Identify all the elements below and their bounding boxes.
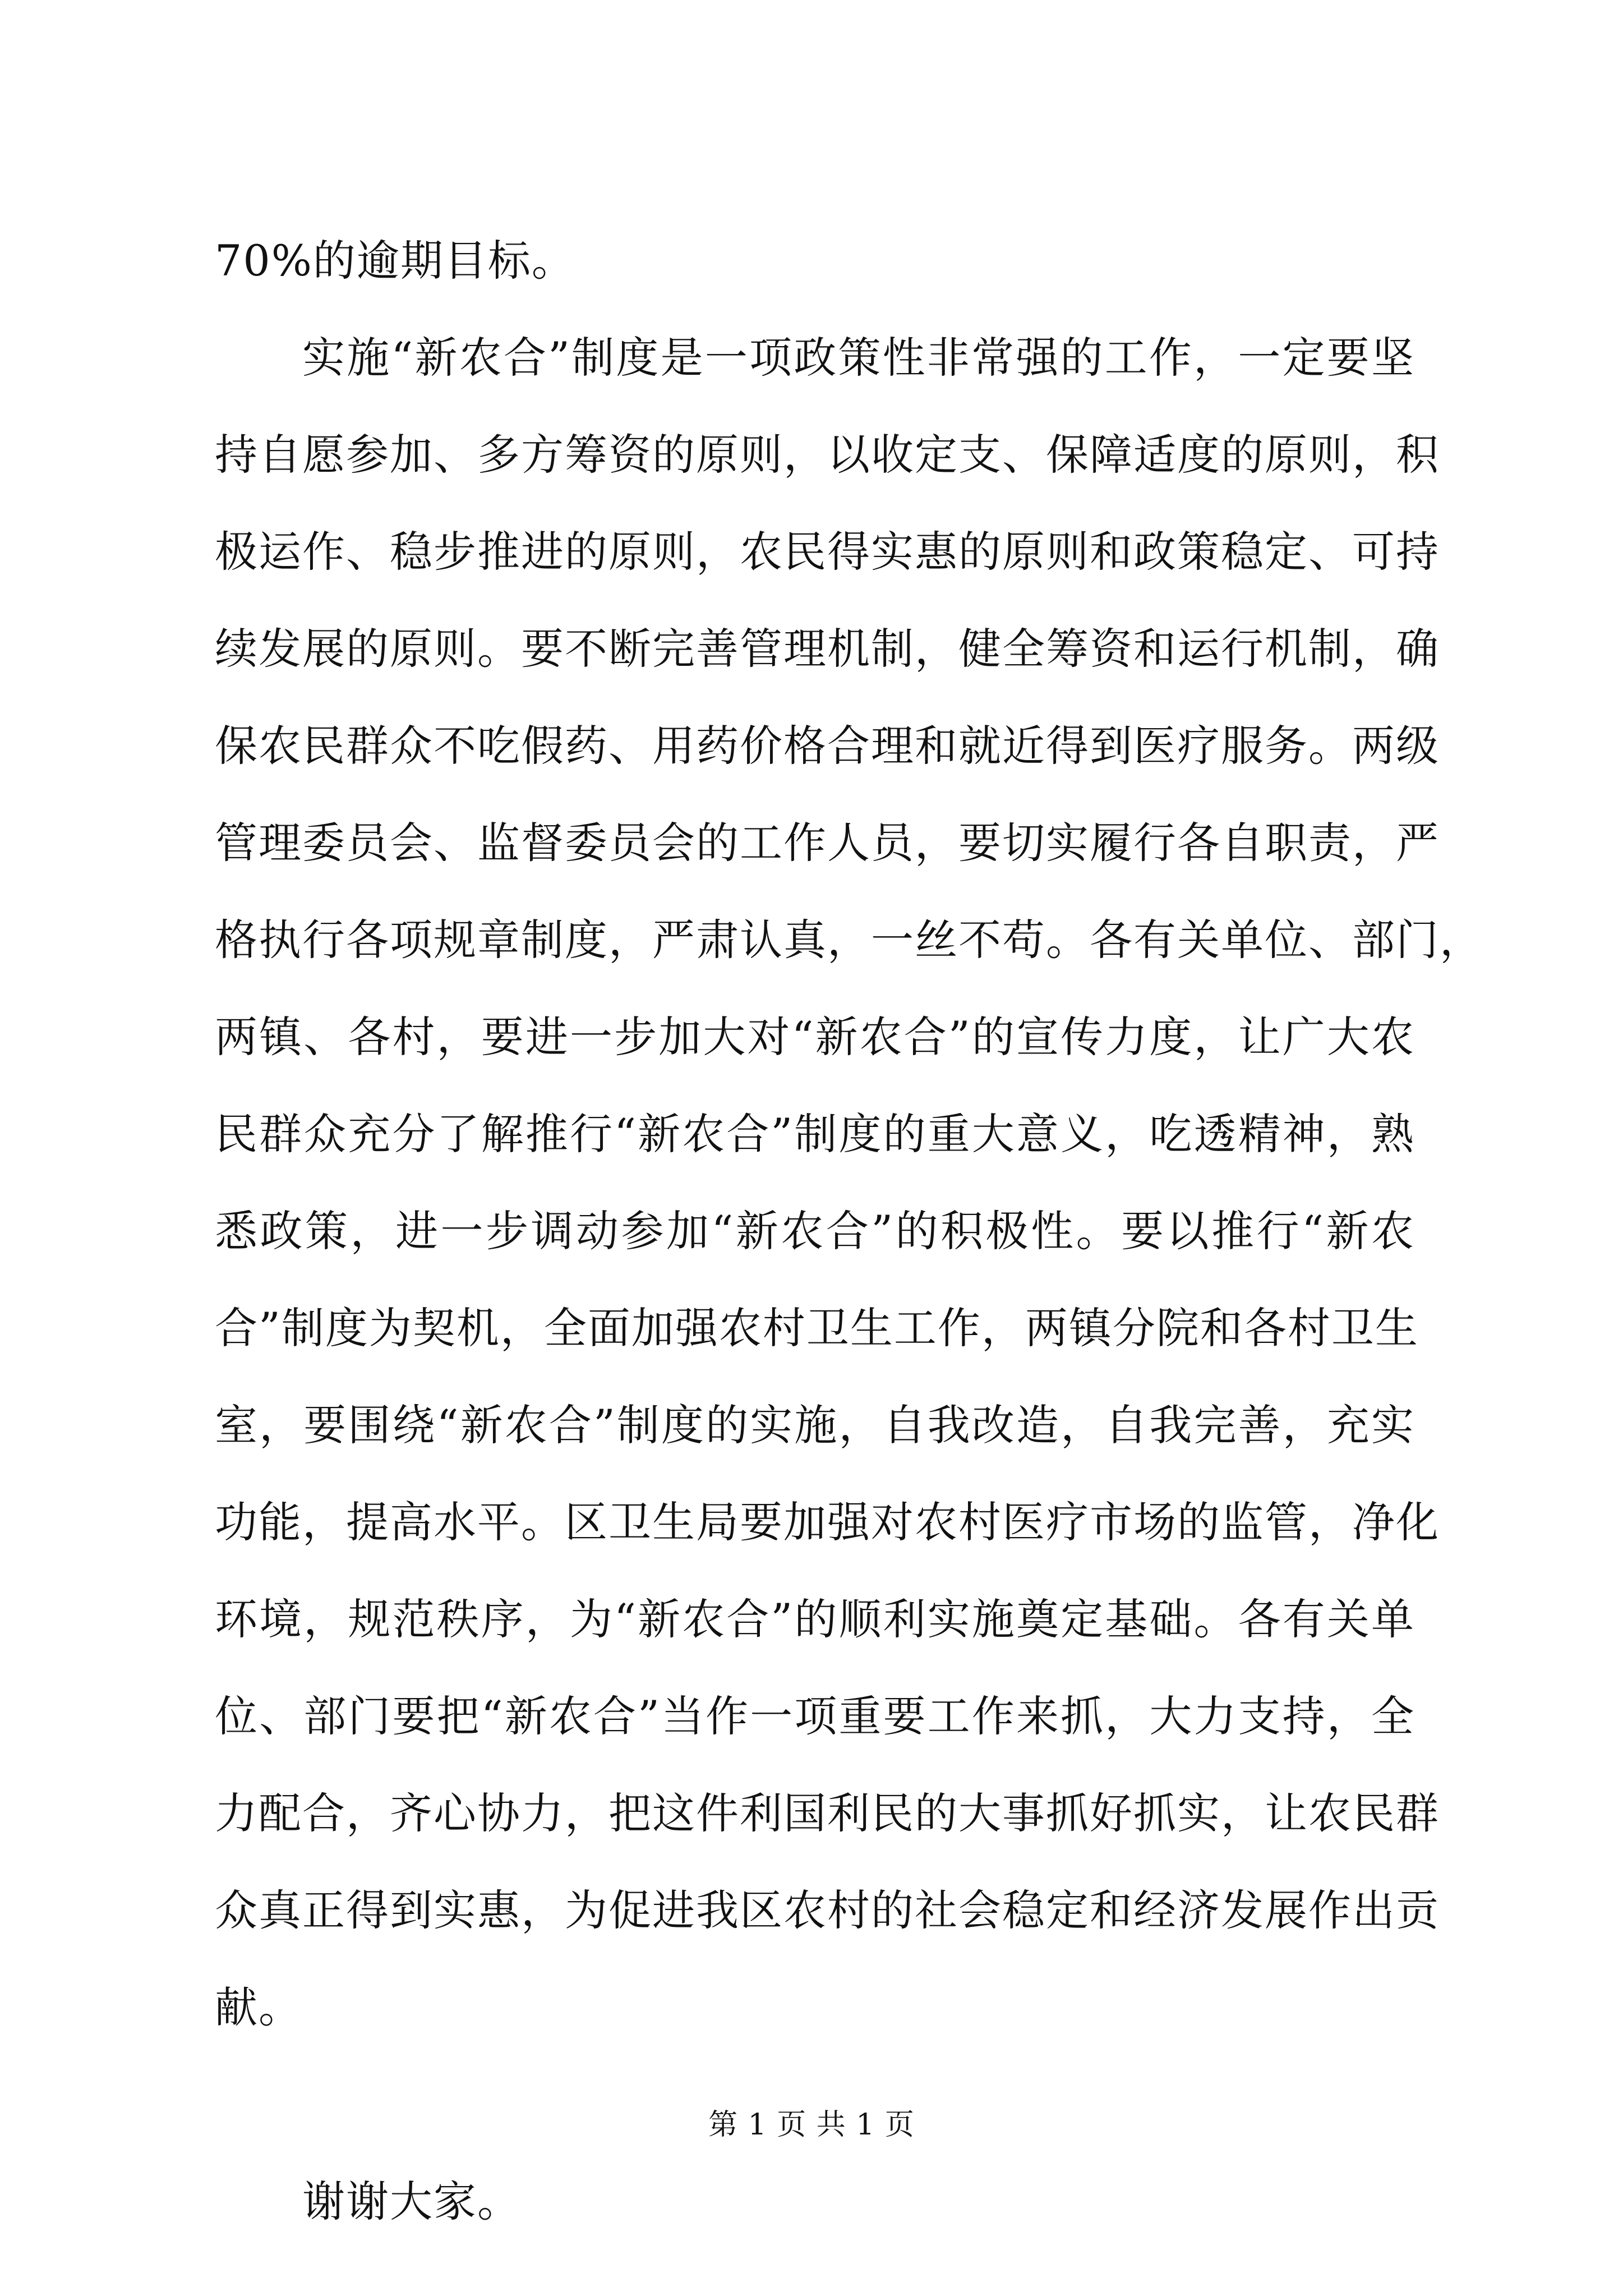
paragraph-line: 持自愿参加、多方筹资的原则，以收定支、保障适度的原则，积: [215, 430, 1440, 480]
paragraph-line: 献。: [215, 1982, 302, 2032]
paragraph-line: 功能，提高水平。区卫生局要加强对农村医疗市场的监管，净化: [215, 1497, 1440, 1547]
closing-line: 谢谢大家。: [302, 2177, 521, 2226]
paragraph-line: 管理委员会、监督委员会的工作人员，要切实履行各自职责，严: [215, 818, 1440, 868]
paragraph-line: 环境，规范秩序，为“新农合”的顺利实施奠定基础。各有关单: [215, 1594, 1415, 1644]
paragraph-line: 两镇、各村，要进一步加大对“新农合”的宣传力度，让广大农: [215, 1012, 1415, 1062]
paragraph-line: 极运作、稳步推进的原则，农民得实惠的原则和政策稳定、可持: [215, 527, 1440, 577]
paragraph-line: 续发展的原则。要不断完善管理机制，健全筹资和运行机制，确: [215, 624, 1440, 674]
paragraph-line: 位、部门要把“新农合”当作一项重要工作来抓，大力支持，全: [215, 1691, 1415, 1741]
paragraph-line: 室，要围绕“新农合”制度的实施，自我改造，自我完善，充实: [215, 1400, 1415, 1450]
paragraph-line: 格执行各项规章制度，严肃认真，一丝不苟。各有关单位、部门，: [215, 915, 1483, 965]
page-footer: 第 1 页 共 1 页: [708, 2108, 915, 2142]
paragraph-line: 悉政策，进一步调动参加“新农合”的积极性。要以推行“新农: [215, 1206, 1415, 1256]
paragraph-line: 70%的逾期目标。: [215, 236, 575, 286]
paragraph-line: 民群众充分了解推行“新农合”制度的重大意义，吃透精神，熟: [215, 1109, 1415, 1159]
paragraph-line: 实施“新农合”制度是一项政策性非常强的工作，一定要坚: [302, 333, 1415, 383]
document-body: [215, 212, 1483, 2250]
paragraph-line: 合”制度为契机，全面加强农村卫生工作，两镇分院和各村卫生: [215, 1303, 1419, 1353]
paragraph-line: 众真正得到实惠，为促进我区农村的社会稳定和经济发展作出贡: [215, 1885, 1440, 1935]
paragraph-line: 保农民群众不吃假药、用药价格合理和就近得到医疗服务。两级: [215, 721, 1440, 771]
paragraph-line: 力配合，齐心协力，把这件利国利民的大事抓好抓实，让农民群: [215, 1788, 1440, 1838]
